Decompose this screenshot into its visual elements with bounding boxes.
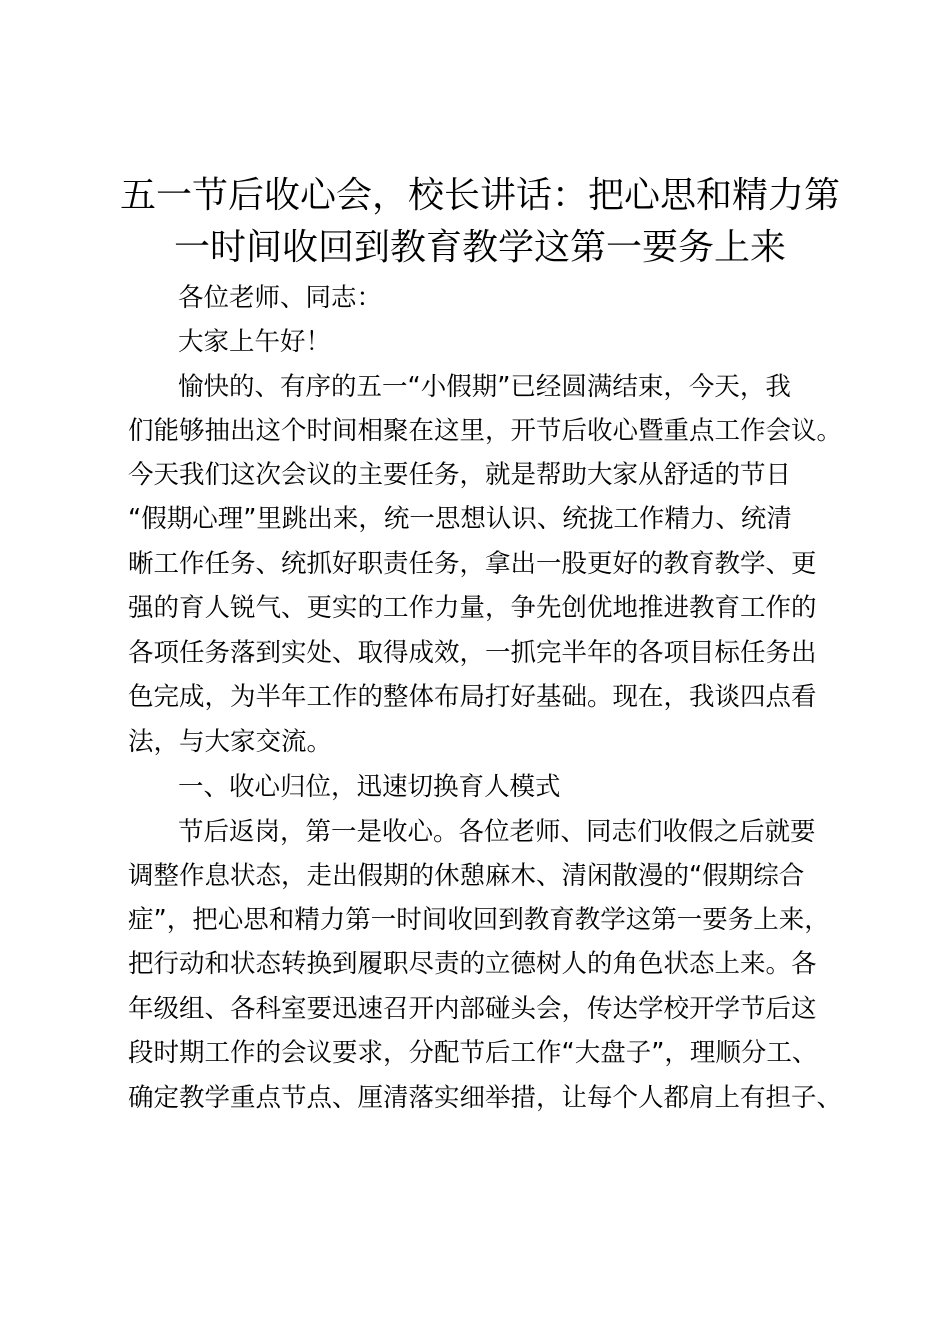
paragraph-line: 今天我们这次会议的主要任务，就是帮助大家从舒适的节日 (128, 460, 792, 490)
paragraph-line: “假期心理”里跳出来，统一思想认识、统拢工作精力、统清 (128, 504, 792, 534)
paragraph-line: 把行动和状态转换到履职尽责的立德树人的角色状态上来。各 (128, 949, 817, 979)
paragraph-line: 各项任务落到实处、取得成效，一抓完半年的各项目标任务出 (128, 638, 817, 668)
salutation: 各位老师、同志： (178, 283, 383, 313)
paragraph-line: 症”，把心思和精力第一时间收回到教育教学这第一要务上来， (128, 905, 830, 935)
paragraph-line: 调整作息状态，走出假期的休憩麻木、清闲散漫的“假期综合 (128, 861, 805, 891)
paragraph-line: 色完成，为半年工作的整体布局打好基础。现在，我谈四点看 (128, 682, 817, 712)
document-title-line-1: 五一节后收心会，校长讲话：把心思和精力第 (120, 175, 841, 216)
paragraph-line: 们能够抽出这个时间相聚在这里，开节后收心暨重点工作会议。 (128, 416, 843, 446)
paragraph-line: 年级组、各科室要迅速召开内部碰头会，传达学校开学节后这 (128, 994, 817, 1024)
paragraph-line: 节后返岗，第一是收心。各位老师、同志们收假之后就要 (178, 817, 816, 847)
paragraph-line: 强的育人锐气、更实的工作力量，争先创优地推进教育工作的 (128, 593, 817, 623)
paragraph-line: 段时期工作的会议要求，分配节后工作“大盘子”，理顺分工、 (128, 1038, 818, 1068)
paragraph-line: 晰工作任务、统抓好职责任务，拿出一股更好的教育教学、更 (128, 549, 817, 579)
section-heading-1: 一、收心归位，迅速切换育人模式 (178, 772, 561, 802)
paragraph-line: 愉快的、有序的五一“小假期”已经圆满结束，今天，我 (178, 372, 791, 402)
paragraph-line: 确定教学重点节点、厘清落实细举措，让每个人都肩上有担子、 (128, 1083, 843, 1113)
greeting: 大家上午好！ (178, 327, 332, 357)
document-title-line-2: 一时间收回到教育教学这第一要务上来 (173, 227, 786, 268)
paragraph-line: 法，与大家交流。 (128, 727, 333, 757)
